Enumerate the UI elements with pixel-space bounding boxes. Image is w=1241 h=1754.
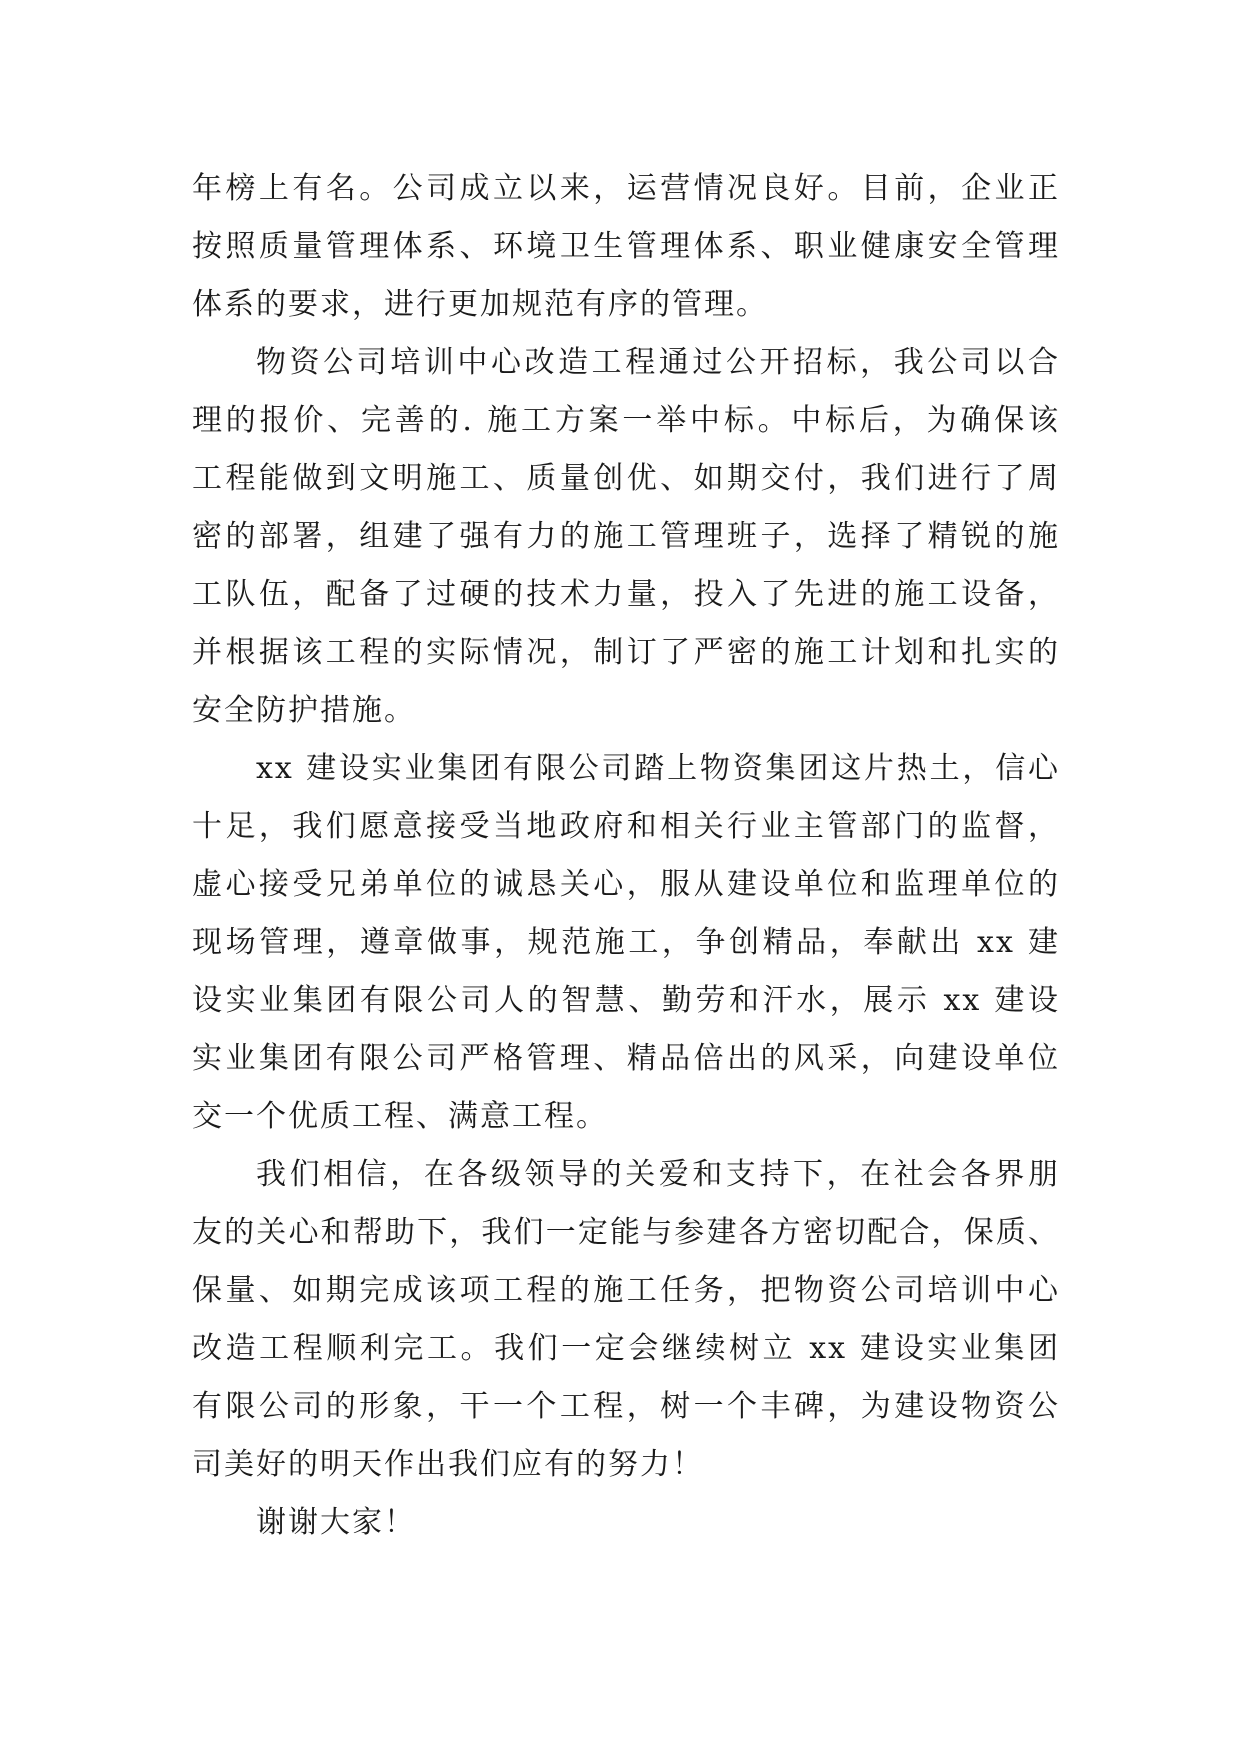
paragraph-closing (192, 1494, 1060, 1552)
text-line: 工队伍，配备了过硬的技术力量，投入了先进的施工设备， (192, 577, 1060, 612)
text-line: 密的部署，组建了强有力的施工管理班子，选择了精锐的施 (192, 519, 1060, 554)
text-line: 改造工程顺利完工。我们一定会继续树立 xx 建设实业集团 (192, 1331, 1060, 1366)
text-line: 友的关心和帮助下，我们一定能与参建各方密切配合，保质、 (192, 1215, 1060, 1250)
text-line: 理的报价、完善的. 施工方案一举中标。中标后，为确保该 (192, 403, 1060, 438)
text-line: 体系的要求，进行更加规范有序的管理。 (192, 287, 768, 322)
text-line: 物资公司培训中心改造工程通过公开招标，我公司以合 (256, 345, 1060, 380)
text-line: 工程能做到文明施工、质量创优、如期交付，我们进行了周 (192, 461, 1060, 496)
paragraph-1 (192, 160, 1060, 334)
text-line: 虚心接受兄弟单位的诚恳关心，服从建设单位和监理单位的 (192, 867, 1060, 902)
document-body (192, 160, 1060, 1552)
paragraph-3 (192, 740, 1060, 1146)
text-line: 年榜上有名。公司成立以来，运营情况良好。目前，企业正 (192, 171, 1060, 206)
text-line: 并根据该工程的实际情况，制订了严密的施工计划和扎实的 (192, 635, 1060, 670)
text-line: 设实业集团有限公司人的智慧、勤劳和汗水，展示 xx 建设 (192, 983, 1060, 1018)
text-line: 司美好的明天作出我们应有的努力！ (192, 1447, 704, 1482)
text-line: 安全防护措施。 (192, 693, 416, 728)
closing-line: 谢谢大家！ (256, 1505, 416, 1540)
text-line: 我们相信，在各级领导的关爱和支持下，在社会各界朋 (256, 1157, 1060, 1192)
text-line: 实业集团有限公司严格管理、精品倍出的风采，向建设单位 (192, 1041, 1060, 1076)
paragraph-2 (192, 334, 1060, 740)
text-line: 有限公司的形象，干一个工程，树一个丰碑，为建设物资公 (192, 1389, 1060, 1424)
text-line: 交一个优质工程、满意工程。 (192, 1099, 608, 1134)
text-line: xx 建设实业集团有限公司踏上物资集团这片热土，信心 (256, 751, 1060, 786)
text-line: 按照质量管理体系、环境卫生管理体系、职业健康安全管理 (192, 229, 1060, 264)
text-line: 十足，我们愿意接受当地政府和相关行业主管部门的监督， (192, 809, 1060, 844)
text-line: 现场管理，遵章做事，规范施工，争创精品，奉献出 xx 建 (192, 925, 1060, 960)
paragraph-4 (192, 1146, 1060, 1494)
text-line: 保量、如期完成该项工程的施工任务，把物资公司培训中心 (192, 1273, 1060, 1308)
